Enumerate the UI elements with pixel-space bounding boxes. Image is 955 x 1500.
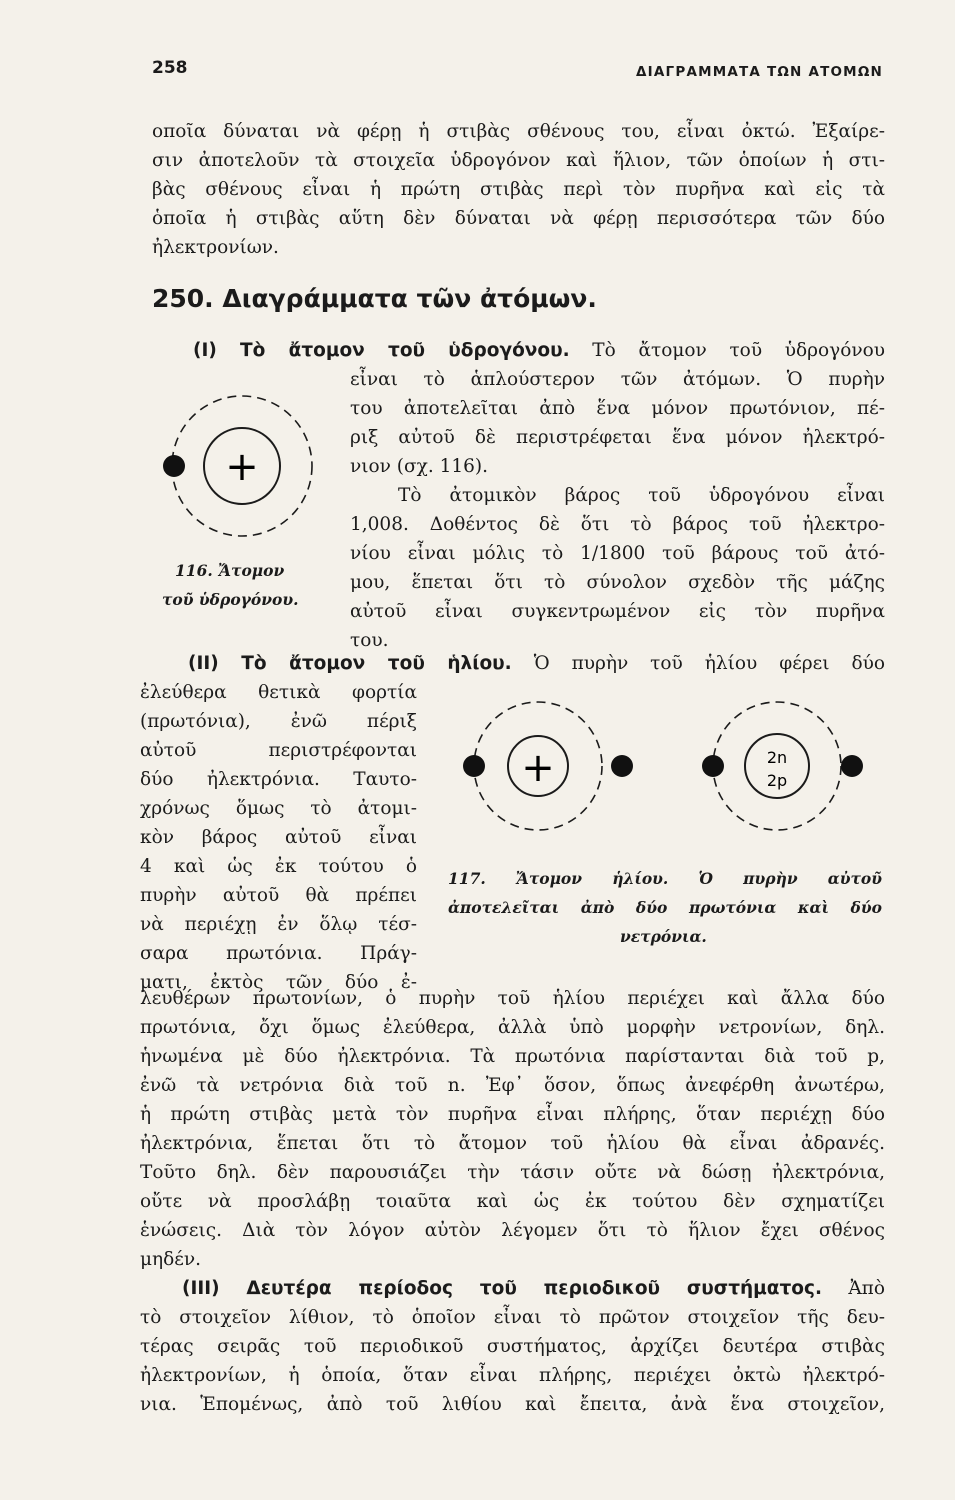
figure-caption-line: 116. Ἄτομον [175,561,285,580]
text-line: πρωτόνια, ὄχι ὅμως ἐλεύθερα, ἀλλὰ ὑπὸ μορφὴν νετρονίων, δηλ. [140,1017,885,1038]
text-line: του. [350,630,389,651]
text-line: πυρὴν αὐτοῦ θὰ πρέπει [140,885,417,906]
page-number: 258 [152,58,188,78]
subsection-lead-helium [188,655,885,674]
text-line: ἐνῶ τὰ νετρόνια διὰ τοῦ n. Ἐφ᾽ ὅσον, ὅπως ἀνεφέρθη ἀνωτέρω, [140,1075,885,1096]
text-line: ὁποῖα ἡ στιβὰς αὕτη δὲν δύναται νὰ φέρῃ περισσότερα τῶν δύο [152,208,885,229]
text-line: ἐλεύθερα θετικὰ φορτία [140,682,417,703]
proton-symbol: + [225,444,259,490]
text-line: σαρα πρωτόνια. Πράγ- [140,943,417,964]
text-line: 4 καὶ ὡς ἐκ τούτου ὁ [140,856,417,877]
text-line: (πρωτόνια), ἐνῶ πέριξ [140,711,417,732]
subsection-lead-period2 [182,1280,885,1299]
subsection-title: (I) Τὸ ἄτομον τοῦ ὑδρογόνου. [193,340,570,361]
running-title: ΔΙΑΓΡΑΜΜΑΤΑ ΤΩΝ ΑΤΟΜΩΝ [636,64,883,80]
figure-caption-line: ἀποτελεῖται ἀπὸ δύο πρωτόνια καὶ δύο [448,898,882,917]
text-line: ἑνώσεις. Διὰ τὸν λόγον αὐτὸν λέγομεν ὅτι τὸ ἥλιον ἔχει σθένος [140,1220,885,1241]
proton-count: 2p [766,771,788,790]
text-line: ἠλεκτρονίων. [152,237,279,258]
neutron-count: 2n [766,748,788,767]
text-line: αὐτοῦ περιστρέφονται [140,740,417,761]
text-line: εἶναι τὸ ἁπλούστερον τῶν ἀτόμων. Ὁ πυρὴν [350,369,885,390]
text-run: Ὁ πυρὴν τοῦ ἡλίου φέρει δύο [511,653,886,674]
text-line: τέρας σειρᾶς τοῦ περιοδικοῦ συστήματος, ἀρχίζει δευτέρα στιβὰς [140,1336,885,1357]
text-line: ἠλεκτρόνια, ἕπεται ὅτι τὸ ἄτομον τοῦ ἡλίου θὰ εἶναι ἀδρανές. [140,1133,885,1154]
text-line: ριξ αὐτοῦ δὲ περιστρέφεται ἕνα μόνον ἠλεκτρό- [350,427,885,448]
subsection-title: (II) Τὸ ἄτομον τοῦ ἡλίου. [188,653,512,674]
text-run: Τὸ ἄτομον τοῦ ὑδρογόνου [569,340,885,361]
text-line: νιον (σχ. 116). [350,456,488,477]
text-line: μου, ἕπεται ὅτι τὸ σύνολον σχεδὸν τῆς μάζης [350,572,885,593]
text-line: οὔτε νὰ προσλάβῃ τοιαῦτα καὶ ὡς ἐκ τούτου δὲν σχηματίζει [140,1191,885,1212]
text-line: αὐτοῦ εἶναι συγκεντρωμένον εἰς τὸν πυρῆνα [350,601,885,622]
figure-caption-line: νετρόνια. [620,927,707,946]
section-heading: 250. Διαγράμματα τῶν ἀτόμων. [152,284,597,313]
text-line: ἠλεκτρονίων, ἡ ὁποία, ὅταν εἶναι πλήρης, περιέχει ὀκτὼ ἠλεκτρό- [140,1365,885,1386]
text-line: 1,008. Δοθέντος δὲ ὅτι τὸ βάρος τοῦ ἠλεκτρο- [350,514,885,535]
text-line: μηδέν. [140,1249,201,1270]
hydrogen-atom-figure [162,386,342,546]
text-line: νίου εἶναι μόλις τὸ 1/1800 τοῦ βάρους τοῦ ἀτό- [350,543,885,564]
text-run: Ἀπὸ [822,1278,885,1299]
text-line: Τοῦτο δηλ. δὲν παρουσιάζει τὴν τάσιν οὔτε νὰ δώσῃ ἠλεκτρόνια, [140,1162,885,1183]
electron [841,755,863,777]
text-line: ἡνωμένα μὲ δύο ἠλεκτρόνια. Τὰ πρωτόνια παρίστανται διὰ τοῦ p, [140,1046,885,1067]
text-line: χρόνως ὅμως τὸ ἀτομι- [140,798,417,819]
text-line: τὸ στοιχεῖον λίθιον, τὸ ὁποῖον εἶναι τὸ πρῶτον στοιχεῖον τῆς δευ- [140,1307,885,1328]
subsection-lead-hydrogen [193,342,885,361]
text-line: λευθέρων πρωτονίων, ὁ πυρὴν τοῦ ἡλίου περιέχει καὶ ἄλλα δύο [140,988,885,1009]
electron [702,755,724,777]
figure-caption-line: 117. Ἄτομον ἡλίου. Ὁ πυρὴν αὐτοῦ [448,869,882,888]
text-line: νὰ περιέχῃ ἐν ὅλῳ τέσ- [140,914,417,935]
text-line: ἡ πρώτη στιβὰς μετὰ τὸν πυρῆνα εἶναι πλήρης, ὅταν περιέχῃ δύο [140,1104,885,1125]
electron [611,755,633,777]
subsection-title: (III) Δευτέρα περίοδος τοῦ περιοδικοῦ συστήματος. [182,1278,823,1299]
text-line: του ἀποτελεῖται ἀπὸ ἕνα μόνον πρωτόνιον, πέ- [350,398,885,419]
proton-symbol: + [521,745,555,791]
helium-atom-figure [440,690,880,850]
electron [163,455,185,477]
text-line: κὸν βάρος αὐτοῦ εἶναι [140,827,417,848]
figure-caption-line: τοῦ ὑδρογόνου. [162,590,299,609]
text-line: νια. Ἑπομένως, ἀπὸ τοῦ λιθίου καὶ ἔπειτα, ἀνὰ ἕνα στοιχεῖον, [140,1394,885,1415]
text-line: Τὸ ἀτομικὸν βάρος τοῦ ὑδρογόνου εἶναι [398,485,885,506]
text-line: σιν ἀποτελοῦν τὰ στοιχεῖα ὑδρογόνον καὶ ἥλιον, τῶν ὁποίων ἡ στι- [152,150,885,171]
text-line: οποῖα δύναται νὰ φέρῃ ἡ στιβὰς σθένους του, εἶναι ὀκτώ. Ἐξαίρε- [152,121,885,142]
text-line: ματι, ἐκτὸς τῶν δύο ἐ- [140,972,417,993]
electron [463,755,485,777]
text-line: βὰς σθένους εἶναι ἡ πρώτη στιβὰς περὶ τὸν πυρῆνα καὶ εἰς τὰ [152,179,885,200]
text-line: δύο ἠλεκτρόνια. Ταυτο- [140,769,417,790]
